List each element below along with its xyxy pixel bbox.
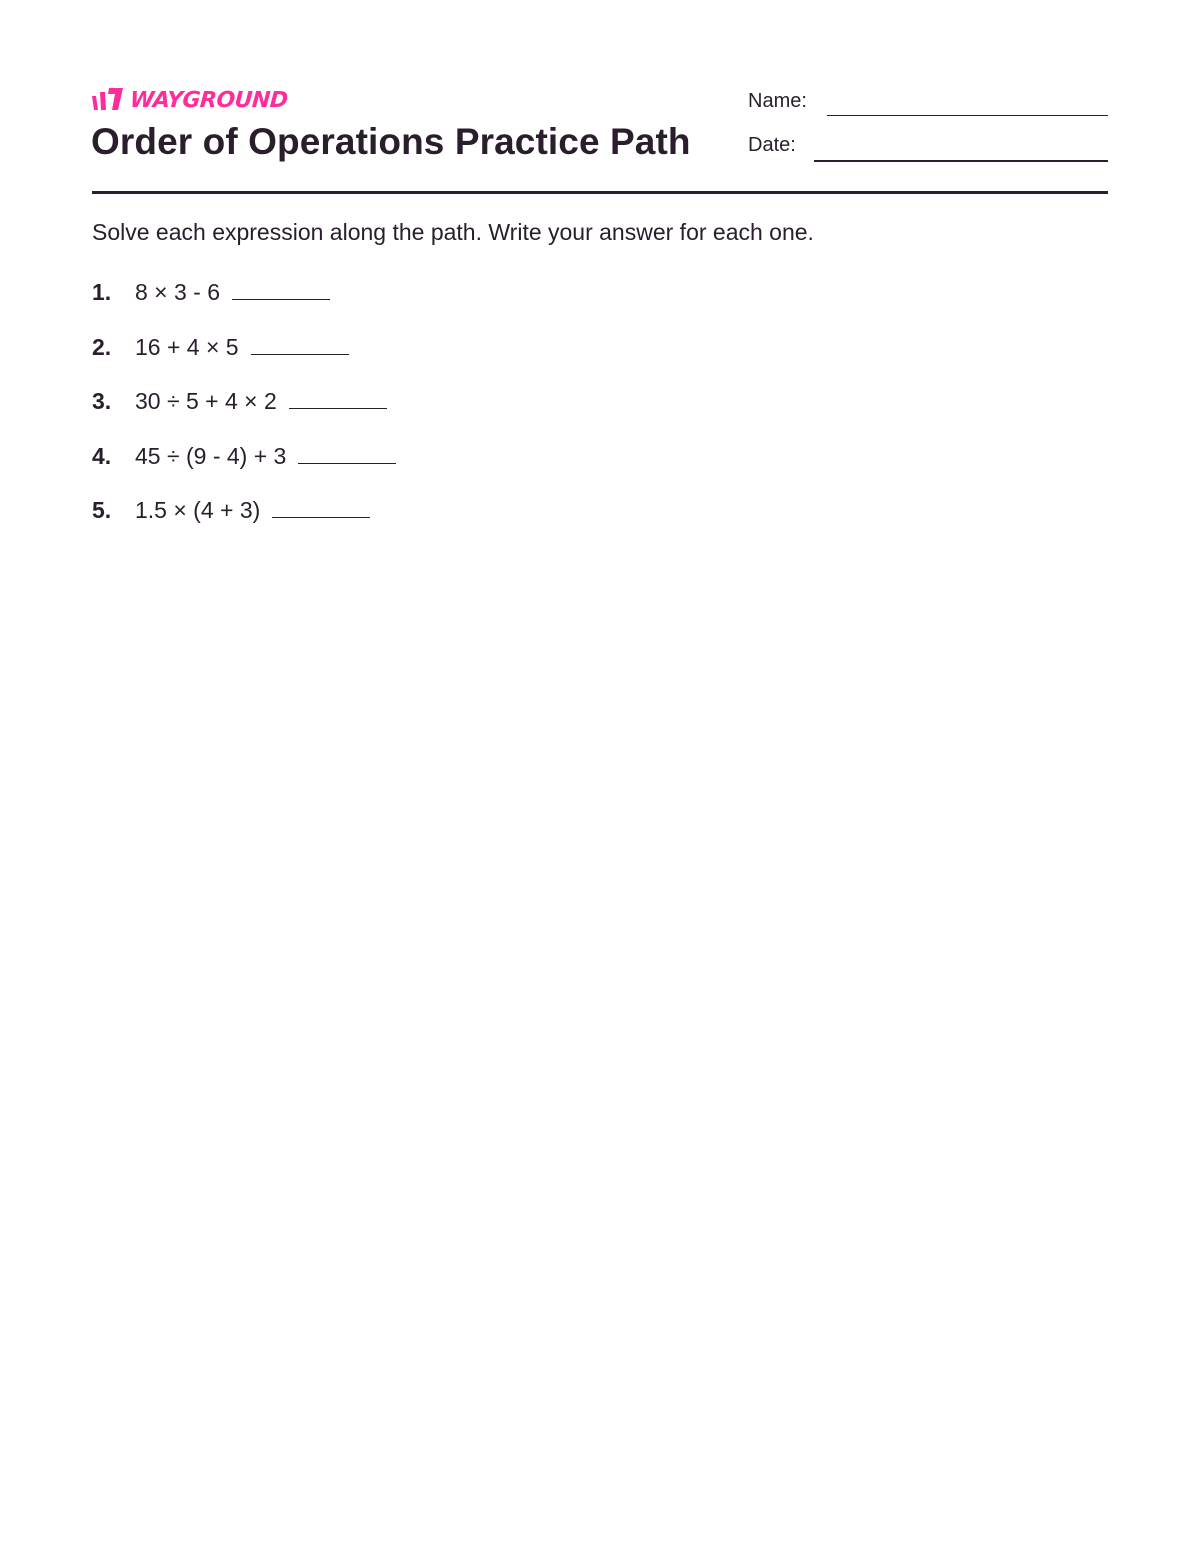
name-field[interactable]: [827, 115, 1108, 116]
question-item: [92, 443, 396, 498]
question-number: 1.: [92, 279, 112, 305]
date-label: Date:: [748, 134, 796, 156]
question-expression: 1.5 × (4 + 3): [135, 497, 261, 523]
question-number: 3.: [92, 388, 112, 414]
question-expression: 45 ÷ (9 - 4) + 3: [135, 442, 287, 469]
question-item: [92, 388, 396, 443]
page-title: Order of Operations Practice Path: [91, 121, 691, 162]
question-number: 5.: [92, 497, 112, 523]
question-item: [92, 497, 396, 552]
question-expression: 30 ÷ 5 + 4 × 2: [135, 388, 277, 414]
answer-blank[interactable]: [272, 501, 370, 518]
question-list: [92, 279, 396, 552]
answer-blank[interactable]: [232, 283, 330, 300]
question-number: 2.: [92, 333, 112, 360]
question-item: [92, 279, 396, 334]
date-field[interactable]: [814, 160, 1108, 162]
brand-name: WAYGROUND: [129, 87, 289, 113]
brand-logo: [92, 86, 288, 114]
wayground-logo-icon: [92, 88, 124, 112]
name-label: Name:: [748, 90, 807, 112]
question-expression: 8 × 3 - 6: [135, 279, 221, 305]
header-divider: [92, 191, 1108, 194]
answer-blank[interactable]: [298, 447, 396, 464]
question-item: [92, 334, 396, 389]
answer-blank[interactable]: [289, 392, 387, 409]
question-expression: 16 + 4 × 5: [135, 333, 239, 360]
question-number: 4.: [92, 442, 112, 469]
instructions: Solve each expression along the path. Write your answer for each one.: [92, 219, 814, 245]
answer-blank[interactable]: [251, 338, 349, 355]
